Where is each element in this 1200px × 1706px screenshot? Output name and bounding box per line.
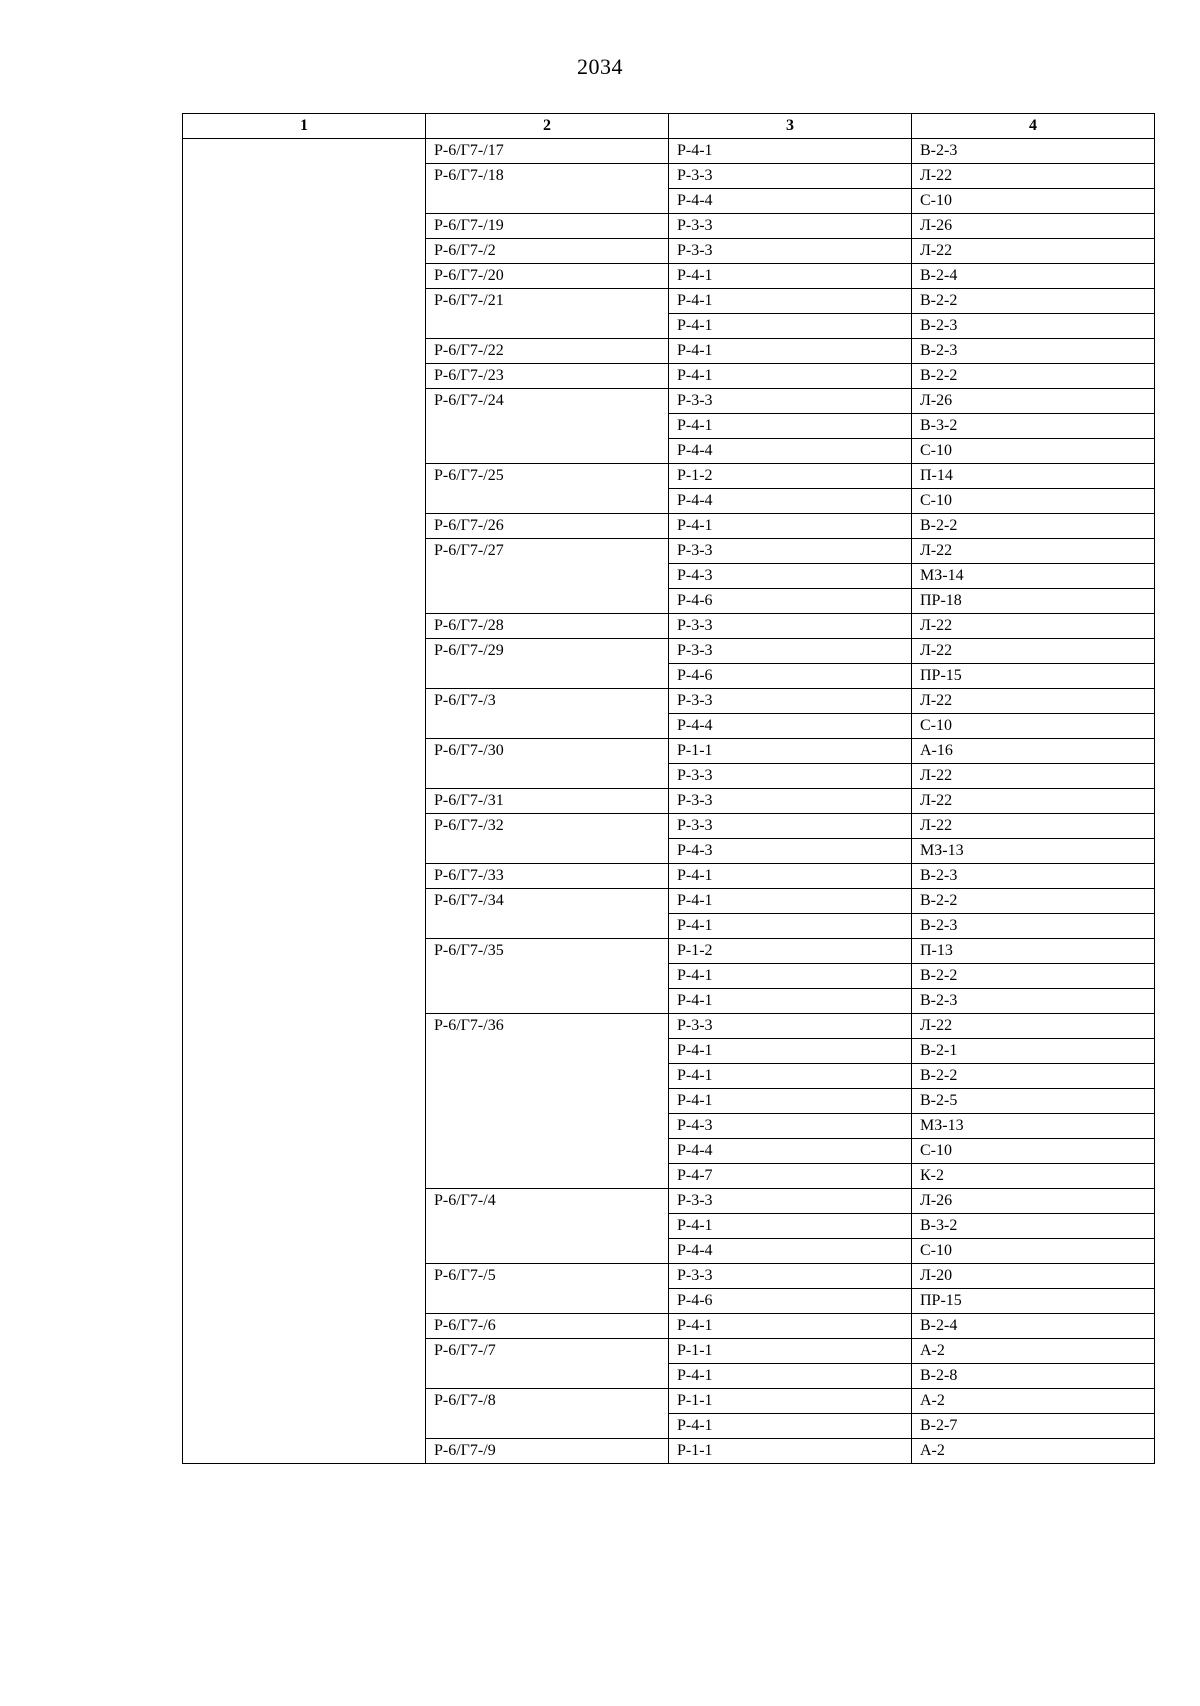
code-cell: Р-6/Г7-/3 — [426, 689, 669, 739]
group-cell: Р-4-1 — [669, 1364, 912, 1389]
group-cell: Р-4-6 — [669, 664, 912, 689]
code-cell: Р-6/Г7-/22 — [426, 339, 669, 364]
group-cell: Р-1-1 — [669, 1389, 912, 1414]
code-cell: Р-6/Г7-/6 — [426, 1314, 669, 1339]
group-cell: Р-4-3 — [669, 1114, 912, 1139]
value-cell: К-2 — [912, 1164, 1155, 1189]
column-header-1: 1 — [183, 114, 426, 139]
value-cell: МЗ-13 — [912, 1114, 1155, 1139]
code-cell: Р-6/Г7-/29 — [426, 639, 669, 689]
group-cell: Р-4-1 — [669, 514, 912, 539]
code-cell: Р-6/Г7-/30 — [426, 739, 669, 789]
value-cell: В-2-2 — [912, 1064, 1155, 1089]
code-cell: Р-6/Г7-/8 — [426, 1389, 669, 1439]
group-cell: Р-4-1 — [669, 264, 912, 289]
group-cell: Р-3-3 — [669, 539, 912, 564]
value-cell: Л-22 — [912, 764, 1155, 789]
code-cell: Р-6/Г7-/27 — [426, 539, 669, 614]
group-cell: Р-4-4 — [669, 439, 912, 464]
code-cell: Р-6/Г7-/31 — [426, 789, 669, 814]
group-cell: Р-4-4 — [669, 189, 912, 214]
value-cell: В-2-2 — [912, 364, 1155, 389]
code-cell: Р-6/Г7-/18 — [426, 164, 669, 214]
group-cell: Р-4-1 — [669, 864, 912, 889]
group-cell: Р-3-3 — [669, 389, 912, 414]
group-cell: Р-4-1 — [669, 989, 912, 1014]
group-cell: Р-1-2 — [669, 464, 912, 489]
group-cell: Р-4-4 — [669, 1239, 912, 1264]
group-cell: Р-3-3 — [669, 639, 912, 664]
value-cell: Л-26 — [912, 389, 1155, 414]
code-cell: Р-6/Г7-/34 — [426, 889, 669, 939]
page-number: 2034 — [577, 54, 623, 79]
value-cell: В-2-3 — [912, 314, 1155, 339]
code-cell: Р-6/Г7-/2 — [426, 239, 669, 264]
value-cell: Л-22 — [912, 239, 1155, 264]
group-cell: Р-4-1 — [669, 1214, 912, 1239]
value-cell: В-2-4 — [912, 264, 1155, 289]
value-cell: В-2-3 — [912, 139, 1155, 164]
group-cell: Р-4-1 — [669, 1414, 912, 1439]
value-cell: В-2-3 — [912, 914, 1155, 939]
code-cell: Р-6/Г7-/7 — [426, 1339, 669, 1389]
value-cell: Л-22 — [912, 814, 1155, 839]
code-cell: Р-6/Г7-/4 — [426, 1189, 669, 1264]
column-header-2: 2 — [426, 114, 669, 139]
group-cell: Р-3-3 — [669, 764, 912, 789]
code-cell: Р-6/Г7-/20 — [426, 264, 669, 289]
value-cell: С-10 — [912, 714, 1155, 739]
column-header-3: 3 — [669, 114, 912, 139]
group-cell: Р-3-3 — [669, 814, 912, 839]
value-cell: С-10 — [912, 1239, 1155, 1264]
group-cell: Р-3-3 — [669, 789, 912, 814]
code-cell: Р-6/Г7-/9 — [426, 1439, 669, 1464]
value-cell: П-14 — [912, 464, 1155, 489]
value-cell: П-13 — [912, 939, 1155, 964]
group-cell: Р-4-1 — [669, 139, 912, 164]
code-cell: Р-6/Г7-/33 — [426, 864, 669, 889]
group-cell: Р-1-1 — [669, 739, 912, 764]
value-cell: В-2-4 — [912, 1314, 1155, 1339]
column-1-cell — [183, 139, 426, 1464]
group-cell: Р-3-3 — [669, 1189, 912, 1214]
value-cell: С-10 — [912, 189, 1155, 214]
group-cell: Р-1-1 — [669, 1339, 912, 1364]
value-cell: В-2-2 — [912, 514, 1155, 539]
group-cell: Р-4-1 — [669, 1039, 912, 1064]
group-cell: Р-4-4 — [669, 1139, 912, 1164]
value-cell: В-2-2 — [912, 964, 1155, 989]
group-cell: Р-4-1 — [669, 289, 912, 314]
value-cell: А-16 — [912, 739, 1155, 764]
value-cell: А-2 — [912, 1339, 1155, 1364]
code-cell: Р-6/Г7-/21 — [426, 289, 669, 339]
value-cell: Л-22 — [912, 789, 1155, 814]
code-cell: Р-6/Г7-/5 — [426, 1264, 669, 1314]
group-cell: Р-3-3 — [669, 614, 912, 639]
group-cell: Р-4-1 — [669, 964, 912, 989]
value-cell: А-2 — [912, 1439, 1155, 1464]
value-cell: С-10 — [912, 1139, 1155, 1164]
group-cell: Р-4-4 — [669, 489, 912, 514]
group-cell: Р-4-1 — [669, 1064, 912, 1089]
group-cell: Р-4-1 — [669, 889, 912, 914]
group-cell: Р-3-3 — [669, 239, 912, 264]
value-cell: ПР-15 — [912, 1289, 1155, 1314]
value-cell: В-2-1 — [912, 1039, 1155, 1064]
group-cell: Р-4-1 — [669, 339, 912, 364]
group-cell: Р-4-6 — [669, 589, 912, 614]
code-cell: Р-6/Г7-/23 — [426, 364, 669, 389]
value-cell: Л-26 — [912, 214, 1155, 239]
value-cell: В-2-3 — [912, 989, 1155, 1014]
code-cell: Р-6/Г7-/24 — [426, 389, 669, 464]
value-cell: В-2-3 — [912, 864, 1155, 889]
value-cell: В-2-2 — [912, 889, 1155, 914]
group-cell: Р-4-1 — [669, 314, 912, 339]
column-header-4: 4 — [912, 114, 1155, 139]
group-cell: Р-4-3 — [669, 564, 912, 589]
value-cell: В-2-2 — [912, 289, 1155, 314]
group-cell: Р-3-3 — [669, 214, 912, 239]
group-cell: Р-3-3 — [669, 164, 912, 189]
group-cell: Р-4-3 — [669, 839, 912, 864]
value-cell: В-2-5 — [912, 1089, 1155, 1114]
table-row — [183, 139, 1155, 164]
code-cell: Р-6/Г7-/25 — [426, 464, 669, 514]
group-cell: Р-3-3 — [669, 1014, 912, 1039]
value-cell: С-10 — [912, 439, 1155, 464]
group-cell: Р-4-6 — [669, 1289, 912, 1314]
code-cell: Р-6/Г7-/32 — [426, 814, 669, 864]
data-table — [182, 113, 1155, 1464]
group-cell: Р-4-1 — [669, 1089, 912, 1114]
value-cell: В-2-8 — [912, 1364, 1155, 1389]
group-cell: Р-4-1 — [669, 1314, 912, 1339]
code-cell: Р-6/Г7-/28 — [426, 614, 669, 639]
value-cell: В-3-2 — [912, 414, 1155, 439]
group-cell: Р-3-3 — [669, 689, 912, 714]
group-cell: Р-1-1 — [669, 1439, 912, 1464]
code-cell: Р-6/Г7-/26 — [426, 514, 669, 539]
value-cell: Л-22 — [912, 539, 1155, 564]
value-cell: С-10 — [912, 489, 1155, 514]
header-row — [183, 114, 1155, 139]
value-cell: ПР-18 — [912, 589, 1155, 614]
code-cell: Р-6/Г7-/17 — [426, 139, 669, 164]
value-cell: Л-22 — [912, 689, 1155, 714]
group-cell: Р-3-3 — [669, 1264, 912, 1289]
group-cell: Р-4-1 — [669, 414, 912, 439]
code-cell: Р-6/Г7-/36 — [426, 1014, 669, 1189]
group-cell: Р-4-1 — [669, 914, 912, 939]
value-cell: МЗ-14 — [912, 564, 1155, 589]
code-cell: Р-6/Г7-/35 — [426, 939, 669, 1014]
group-cell: Р-4-1 — [669, 364, 912, 389]
value-cell: Л-22 — [912, 164, 1155, 189]
code-cell: Р-6/Г7-/19 — [426, 214, 669, 239]
value-cell: В-2-3 — [912, 339, 1155, 364]
value-cell: ПР-15 — [912, 664, 1155, 689]
value-cell: МЗ-13 — [912, 839, 1155, 864]
group-cell: Р-4-4 — [669, 714, 912, 739]
group-cell: Р-4-7 — [669, 1164, 912, 1189]
table-body — [183, 139, 1155, 1464]
value-cell: Л-22 — [912, 1014, 1155, 1039]
value-cell: В-2-7 — [912, 1414, 1155, 1439]
value-cell: В-3-2 — [912, 1214, 1155, 1239]
value-cell: Л-22 — [912, 639, 1155, 664]
value-cell: Л-26 — [912, 1189, 1155, 1214]
value-cell: Л-22 — [912, 614, 1155, 639]
value-cell: Л-20 — [912, 1264, 1155, 1289]
group-cell: Р-1-2 — [669, 939, 912, 964]
value-cell: А-2 — [912, 1389, 1155, 1414]
